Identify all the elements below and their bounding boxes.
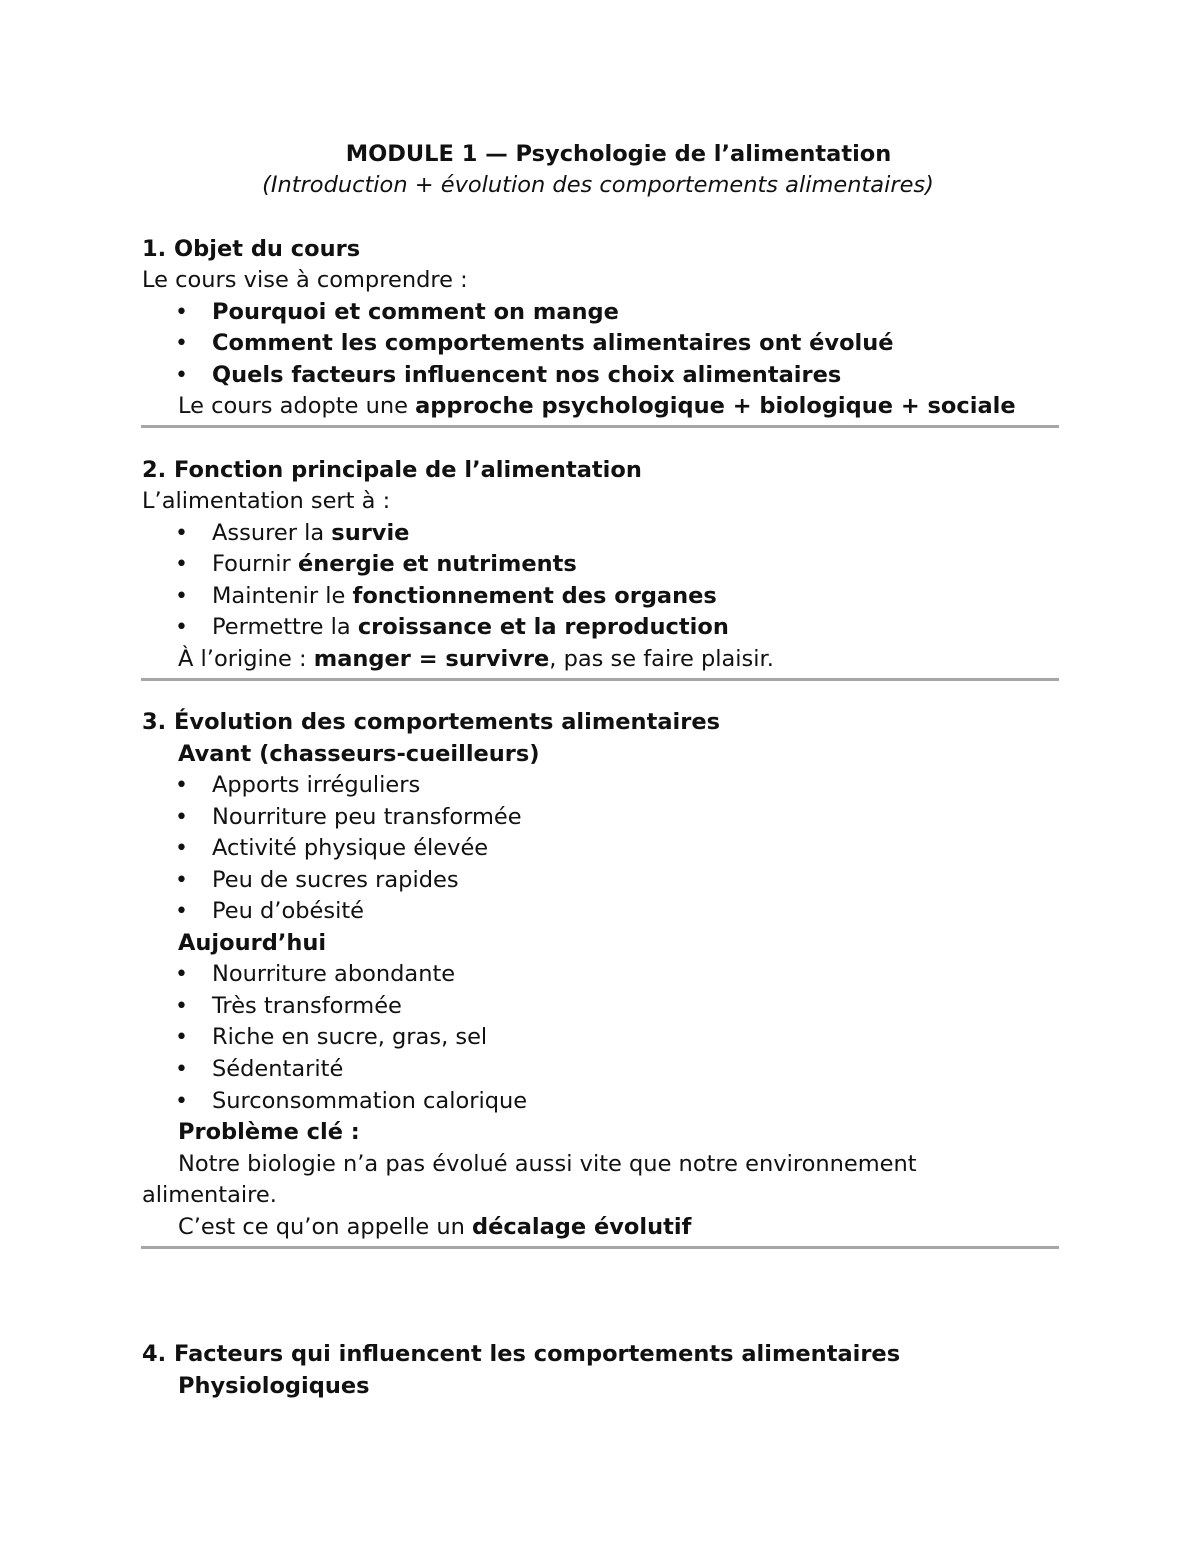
bullet-icon: • bbox=[175, 584, 188, 609]
list-item: • Comment les comportements alimentaires ont évolué bbox=[175, 328, 894, 360]
bullet-icon: • bbox=[175, 521, 188, 546]
bullet-icon: • bbox=[175, 552, 188, 577]
bullet-icon: • bbox=[175, 994, 188, 1019]
bullet-icon: • bbox=[175, 868, 188, 893]
today-label: Aujourd’hui bbox=[178, 930, 327, 956]
section-1-approach: Le cours adopte une approche psychologique + biologique + sociale bbox=[178, 393, 1016, 419]
problem-text-line-2: alimentaire. bbox=[142, 1182, 277, 1208]
bullet-icon: • bbox=[175, 962, 188, 987]
page-subtitle: (Introduction + évolution des comportements alimentaires) bbox=[262, 172, 934, 198]
bullet-icon: • bbox=[175, 899, 188, 924]
bullet-icon: • bbox=[175, 615, 188, 640]
list-item: • Peu d’obésité bbox=[175, 896, 364, 928]
list-item: • Riche en sucre, gras, sel bbox=[175, 1022, 487, 1054]
page-title: MODULE 1 — Psychologie de l’alimentation bbox=[345, 141, 892, 167]
section-3-heading: 3. Évolution des comportements alimentaires bbox=[142, 709, 720, 735]
bullet-icon: • bbox=[175, 836, 188, 861]
physiological-label: Physiologiques bbox=[178, 1373, 370, 1399]
problem-text-line-1: Notre biologie n’a pas évolué aussi vite que notre environnement bbox=[178, 1151, 917, 1177]
list-item: • Maintenir le fonctionnement des organes bbox=[175, 581, 717, 613]
section-divider bbox=[141, 1246, 1059, 1249]
list-item: • Très transformée bbox=[175, 991, 402, 1023]
list-item: • Activité physique élevée bbox=[175, 833, 488, 865]
list-item: • Peu de sucres rapides bbox=[175, 865, 459, 897]
list-item: • Quels facteurs influencent nos choix alimentaires bbox=[175, 360, 841, 392]
bullet-icon: • bbox=[175, 1089, 188, 1114]
section-divider bbox=[141, 678, 1059, 681]
list-item: • Sédentarité bbox=[175, 1054, 343, 1086]
section-1-heading: 1. Objet du cours bbox=[142, 236, 361, 262]
section-2-intro: L’alimentation sert à : bbox=[142, 488, 391, 514]
bullet-icon: • bbox=[175, 300, 188, 325]
list-item: • Fournir énergie et nutriments bbox=[175, 549, 577, 581]
list-item: • Pourquoi et comment on mange bbox=[175, 297, 619, 329]
section-1-intro: Le cours vise à comprendre : bbox=[142, 267, 468, 293]
bullet-icon: • bbox=[175, 1057, 188, 1082]
list-item: • Assurer la survie bbox=[175, 518, 409, 550]
list-item: • Nourriture abondante bbox=[175, 959, 455, 991]
evolutionary-gap: C’est ce qu’on appelle un décalage évolutif bbox=[178, 1214, 692, 1240]
section-divider bbox=[141, 425, 1059, 428]
bullet-icon: • bbox=[175, 331, 188, 356]
list-item: • Permettre la croissance et la reproduction bbox=[175, 612, 729, 644]
bullet-icon: • bbox=[175, 363, 188, 388]
bullet-icon: • bbox=[175, 773, 188, 798]
before-label: Avant (chasseurs-cueilleurs) bbox=[178, 741, 540, 767]
bullet-icon: • bbox=[175, 805, 188, 830]
bullet-icon: • bbox=[175, 1025, 188, 1050]
list-item: • Surconsommation calorique bbox=[175, 1086, 527, 1118]
section-4-heading: 4. Facteurs qui influencent les comportements alimentaires bbox=[142, 1341, 901, 1367]
section-2-origin: À l’origine : manger = survivre, pas se faire plaisir. bbox=[178, 646, 774, 672]
section-2-heading: 2. Fonction principale de l’alimentation bbox=[142, 457, 642, 483]
list-item: • Apports irréguliers bbox=[175, 770, 420, 802]
list-item: • Nourriture peu transformée bbox=[175, 802, 522, 834]
problem-label: Problème clé : bbox=[178, 1119, 360, 1145]
